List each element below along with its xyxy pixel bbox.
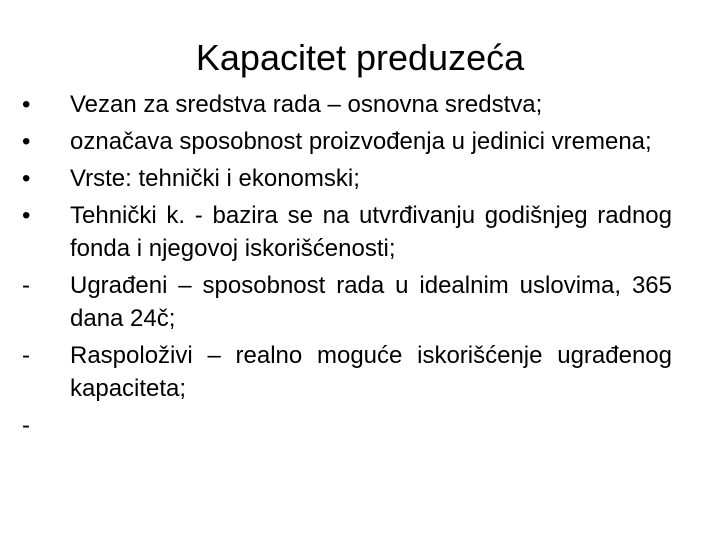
slide-title: Kapacitet preduzeća [195, 37, 525, 78]
dash-item [22, 269, 672, 335]
bullet-marker: • [22, 202, 31, 229]
bullet-item [22, 162, 672, 195]
bullet-marker: • [22, 165, 31, 192]
dash-marker: - [22, 272, 30, 299]
bullet-item [22, 125, 672, 158]
dash-marker: - [22, 342, 30, 369]
bullet-text: Tehnički k. - bazira se na utvrđivanju godišnjeg radnog fonda i njegovoj iskorišćenosti; [70, 202, 672, 262]
dash-text: Ugrađeni – sposobnost rada u idealnim uslovima, 365 dana 24č; [70, 272, 672, 332]
dash-text: Raspoloživi – realno moguće iskorišćenje ugrađenog kapaciteta; [70, 342, 672, 402]
bullet-text: označava sposobnost proizvođenja u jedinici vremena; [70, 128, 652, 155]
bullet-item [22, 88, 672, 121]
bullet-item [22, 199, 672, 265]
dash-item [22, 339, 672, 405]
bullet-marker: • [22, 128, 31, 155]
bullet-list [22, 88, 672, 439]
bullet-text: Vrste: tehnički i ekonomski; [70, 165, 360, 192]
bullet-text: Vezan za sredstva rada – osnovna sredstva; [70, 91, 543, 118]
bullet-marker: • [22, 91, 31, 118]
dash-marker: - [22, 412, 30, 439]
